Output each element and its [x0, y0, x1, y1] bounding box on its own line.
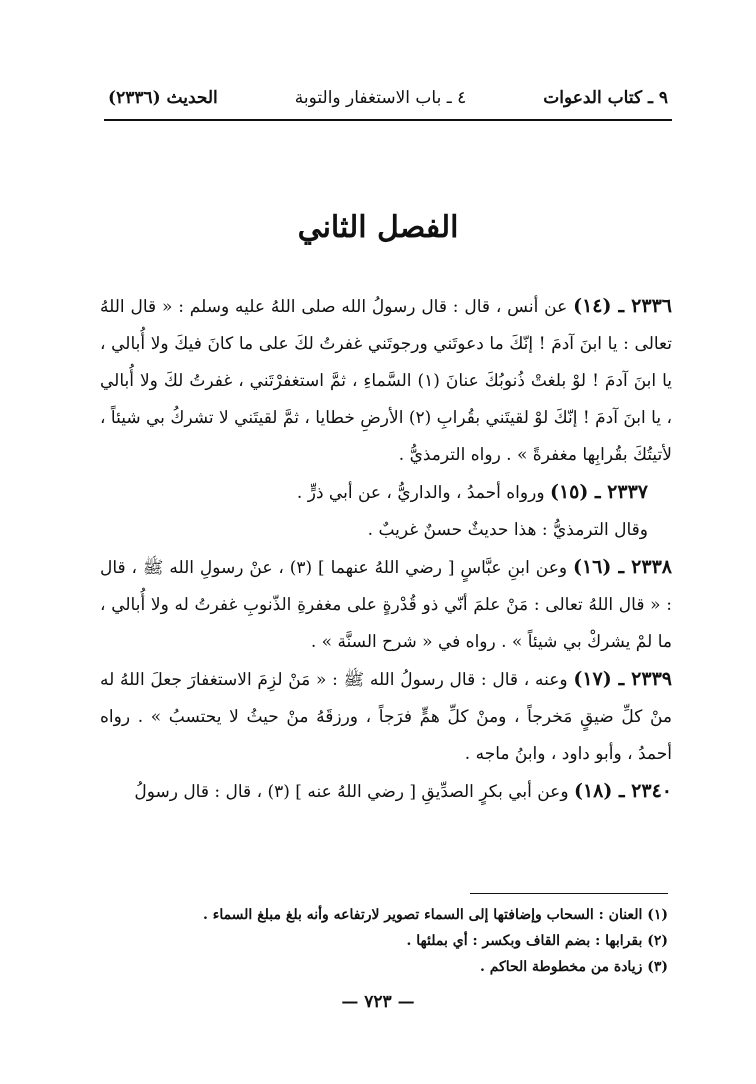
- footnote-1: (١) العنان : السحاب وإضافتها إلى السماء تصوير لارتفاعه وأنه بلغ مبلغ السماء .: [202, 907, 668, 923]
- hadith-2337: [100, 474, 672, 512]
- header-rule: [104, 119, 672, 121]
- hadith-2339: [100, 661, 672, 773]
- footnotes: [150, 902, 668, 980]
- section-title: الفصل الثاني: [297, 210, 459, 245]
- hadith-number: ٢٣٣٦ ـ (١٤): [573, 295, 672, 317]
- hadith-text: وعنه ، قال : قال رسولُ الله ﷺ : « مَنْ لزِمَ الاستغفارَ جعلَ اللهُ له منْ كلِّ ضيقٍ مَخرجاً ، ومنْ كلِّ همٍّ فرَجاً ، ورزقَهُ منْ حيثُ لا يحتسبُ » . رواه أحمدُ ، وأبو داود ، وابنُ ماجه .: [100, 670, 672, 764]
- hadith-text: وقال الترمذيُّ : هذا حديثٌ حسنٌ غريبٌ .: [367, 520, 648, 540]
- footnote-3: (٣) زيادة من مخطوطة الحاكم .: [479, 959, 668, 975]
- hadith-reference: الحديث (٢٣٣٦): [108, 88, 218, 108]
- hadith-2338: [100, 549, 672, 661]
- hadith-text: ورواه أحمدُ ، والداريُّ ، عن أبي ذرٍّ .: [296, 483, 545, 503]
- hadith-text: وعن أبي بكرٍ الصدِّيقِ [ رضي اللهُ عنه ] (٣) ، قال : قال رسولُ: [134, 782, 569, 802]
- hadith-text: عن أنس ، قال : قال رسولُ الله صلى اللهُ عليه وسلم : « قال اللهُ تعالى : يا ابنَ آدمَ ! إنّكَ ما دعوتَني ورجوتَني غفرتُ لكَ على ما كانَ فيكَ ولا أُبالي ، يا ابنَ آدمَ ! لوْ بلغتْ ذُنوبُكَ عنانَ (١) السَّماءِ ، ثمَّ استغفرْتَني ، غفرتُ لكَ ولا أُبالي ، يا ابنَ آدمَ ! إنّكَ لوْ لقيتَني بقُرابِ (٢) الأرضِ خطايا ، ثمَّ لقيتَني لا تشركُ بي شيئاً ، لأتيتُكَ بقُرابِها مغفرةً » . رواه الترمذيُّ .: [100, 297, 672, 465]
- page-number: — ٧٢٣ —: [341, 992, 415, 1012]
- tirmidhi-note: [100, 512, 672, 549]
- chapter-title: ٤ ـ باب الاستغفار والتوبة: [294, 88, 467, 108]
- hadith-text: وعن ابنِ عبَّاسٍ [ رضي اللهُ عنهما ] (٣) ، عنْ رسولِ الله ﷺ ، قال : « قال اللهُ تعالى : مَنْ علمَ أنّي ذو قُدْرةٍ على مغفرةِ الذّنوبِ غفرتُ له ولا أُبالي ، ما لمْ يشركْ بي شيئاً » . رواه في « شرح السنَّة » .: [100, 558, 672, 652]
- hadith-number: ٢٣٣٨ ـ (١٦): [572, 556, 672, 578]
- hadith-body: [100, 288, 672, 811]
- hadith-2340: [100, 773, 672, 811]
- book-title: ٩ ـ كتاب الدعوات: [543, 88, 668, 108]
- hadith-number: ٢٣٣٩ ـ (١٧): [573, 668, 672, 690]
- hadith-number: ٢٣٤٠ ـ (١٨): [573, 780, 672, 802]
- footnote-rule: [470, 893, 668, 894]
- hadith-number: ٢٣٣٧ ـ (١٥): [549, 481, 648, 503]
- footnote-2: (٢) بقرابها : بضم القاف وبكسر : أي بملئها .: [406, 933, 668, 949]
- running-header: [108, 80, 668, 116]
- hadith-2336: [100, 288, 672, 474]
